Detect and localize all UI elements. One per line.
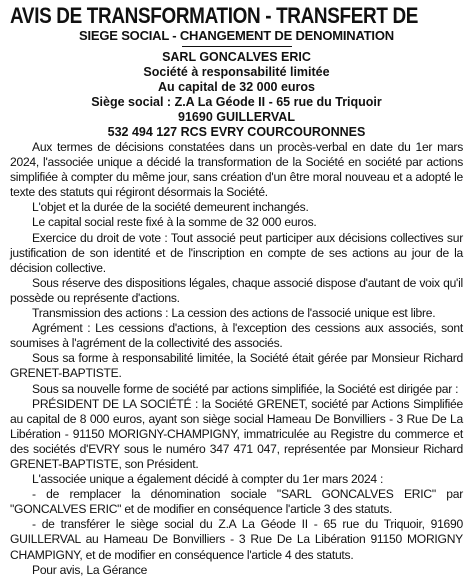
company-block bbox=[10, 50, 463, 140]
paragraph: L'objet et la durée de la société demeurent inchangés. bbox=[32, 200, 309, 215]
paragraph: Agrément : Les cessions d'actions, à l'exception des cessions aux associés, sont soumises à l'agrément de la collectivité des associés. bbox=[10, 321, 463, 351]
paragraph: Sous sa forme à responsabilité limitée, la Société était gérée par Monsieur Richard GRENET-BAPTISTE. bbox=[10, 351, 463, 381]
paragraph: Le capital social reste fixé à la somme de 32 000 euros. bbox=[32, 215, 317, 230]
paragraph: PRÉSIDENT DE LA SOCIÉTÉ : la Société GRENET, société par Actions Simplifiée au capital de 8 000 euros, ayant son siège social Hameau De Bonvilliers - 3 Rue De La Libération - 91150 MORIGNY-CHAMPIGNY, immatriculée au Registre du commerce et des sociétés d'EVRY sous le numéro 347 471 047, représentée par Monsieur Richard GRENET-BAPTISTE, son Président. bbox=[10, 396, 463, 471]
company-form: Société à responsabilité limitée bbox=[143, 65, 330, 79]
paragraph: Transmission des actions : La cession des actions de l'associé unique est libre. bbox=[32, 306, 436, 321]
notice-subtitle: SIEGE SOCIAL - CHANGEMENT DE DENOMINATION bbox=[79, 28, 394, 43]
divider bbox=[182, 46, 292, 47]
paragraph: - de transférer le siège social du Z.A La Géode II - 65 rue du Triquoir, 91690 GUILLERVAL au Hameau De Bonvilliers - 3 Rue De La Libération 91150 MORIGNY CHAMPIGNY, et de modifier en conséquence l'article 4 des statuts. bbox=[10, 517, 463, 562]
notice-body bbox=[10, 140, 463, 578]
company-name: SARL GONCALVES ERIC bbox=[162, 50, 311, 64]
notice-title: AVIS DE TRANSFORMATION - TRANSFERT DE bbox=[10, 3, 419, 28]
company-rcs: 532 494 127 RCS EVRY COURCOURONNES bbox=[107, 125, 366, 139]
paragraph: Sous sa nouvelle forme de société par actions simplifiée, la Société est dirigée par : bbox=[32, 381, 459, 396]
paragraph: - de remplacer la dénomination sociale "SARL GONCALVES ERIC" par "GONCALVES ERIC" et de modifier en conséquence l'article 3 des statuts. bbox=[10, 487, 463, 517]
paragraph: Aux termes de décisions constatées dans un procès-verbal en date du 1er mars 2024, l'associée unique a décidé la transformation de la Société en société par actions simplifiée à compter du même jour, sans création d'un être moral nouveau et a adopté le texte des statuts qui régiront désormais la Société. bbox=[10, 140, 463, 200]
paragraph: Exercice du droit de vote : Tout associé peut participer aux décisions collectives sur justification de son identité et de l'inscription en compte de ses actions au jour de la décision collective. bbox=[10, 230, 463, 275]
company-address-line1: Siège social : Z.A La Géode II - 65 rue du Triquoir bbox=[91, 95, 382, 109]
company-address-line2: 91690 GUILLERVAL bbox=[178, 110, 295, 124]
company-capital: Au capital de 32 000 euros bbox=[157, 80, 315, 94]
paragraph: Sous réserve des dispositions légales, chaque associé dispose d'autant de voix qu'il possède ou représente d'actions. bbox=[10, 275, 463, 305]
signature-line: Pour avis, La Gérance bbox=[32, 562, 148, 577]
paragraph: L'associée unique a également décidé à compter du 1er mars 2024 : bbox=[32, 472, 384, 487]
